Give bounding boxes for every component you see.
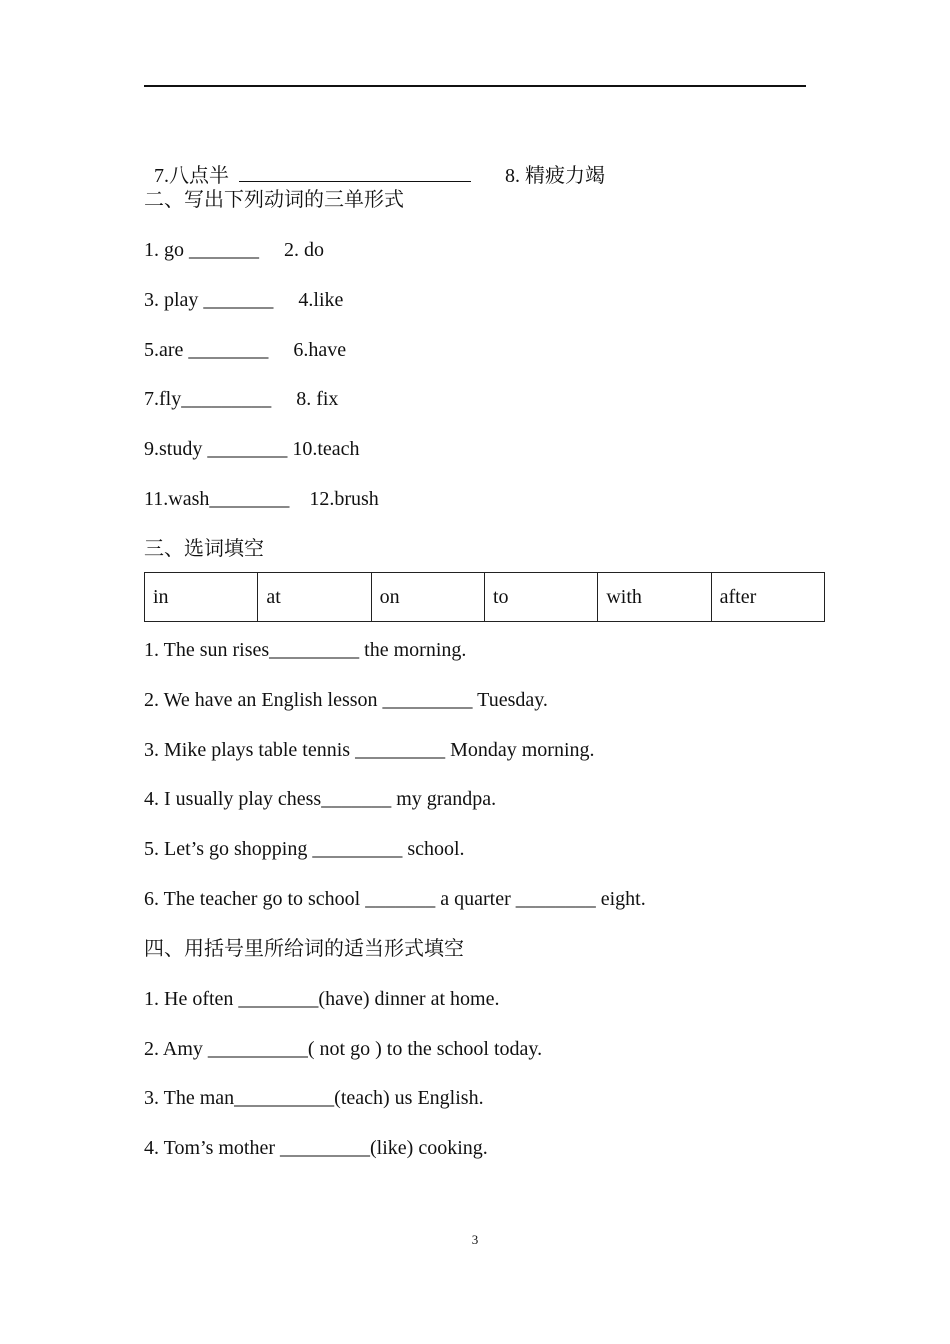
- verb-row: 11.wash________ 12.brush: [144, 488, 379, 510]
- form-sentence: 4. Tom’s mother _________(like) cooking.: [144, 1137, 488, 1159]
- form-sentence: 2. Amy __________( not go ) to the school today.: [144, 1038, 543, 1060]
- word-bank-cell: in: [145, 573, 258, 622]
- verb-row: 3. play _______ 4.like: [144, 289, 344, 311]
- word-bank-cell: with: [598, 573, 711, 622]
- word-bank-cell: at: [258, 573, 371, 622]
- verb-row: 5.are ________ 6.have: [144, 339, 347, 361]
- answer-blank: [239, 163, 471, 182]
- item-8: 8. 精疲力竭: [505, 165, 605, 187]
- section3-heading: 三、选词填空: [144, 538, 264, 560]
- fill-sentence: 6. The teacher go to school _______ a quarter ________ eight.: [144, 888, 646, 910]
- page-number: 3: [471, 1232, 479, 1247]
- fill-sentence: 2. We have an English lesson _________ Tuesday.: [144, 689, 548, 711]
- fill-sentence: 3. Mike plays table tennis _________ Monday morning.: [144, 739, 595, 761]
- form-sentence: 1. He often ________(have) dinner at home.: [144, 988, 500, 1010]
- word-bank-cell: to: [484, 573, 597, 622]
- verb-row: 9.study ________ 10.teach: [144, 438, 360, 460]
- fill-sentence: 4. I usually play chess_______ my grandpa.: [144, 788, 497, 810]
- fill-sentence: 5. Let’s go shopping _________ school.: [144, 838, 465, 860]
- verb-row: 7.fly_________ 8. fix: [144, 388, 339, 410]
- section2-heading: 二、写出下列动词的三单形式: [144, 189, 404, 211]
- section1-row: [144, 137, 605, 189]
- word-bank-cell: on: [371, 573, 484, 622]
- word-bank-cell: after: [711, 573, 824, 622]
- item-7: 7.八点半: [154, 165, 239, 187]
- section4-heading: 四、用括号里所给词的适当形式填空: [144, 938, 464, 960]
- fill-sentence: 1. The sun rises_________ the morning.: [144, 639, 467, 661]
- verb-row: 1. go _______ 2. do: [144, 239, 324, 261]
- form-sentence: 3. The man__________(teach) us English.: [144, 1087, 484, 1109]
- word-bank-table: [144, 572, 825, 622]
- top-answer-line: [144, 85, 806, 87]
